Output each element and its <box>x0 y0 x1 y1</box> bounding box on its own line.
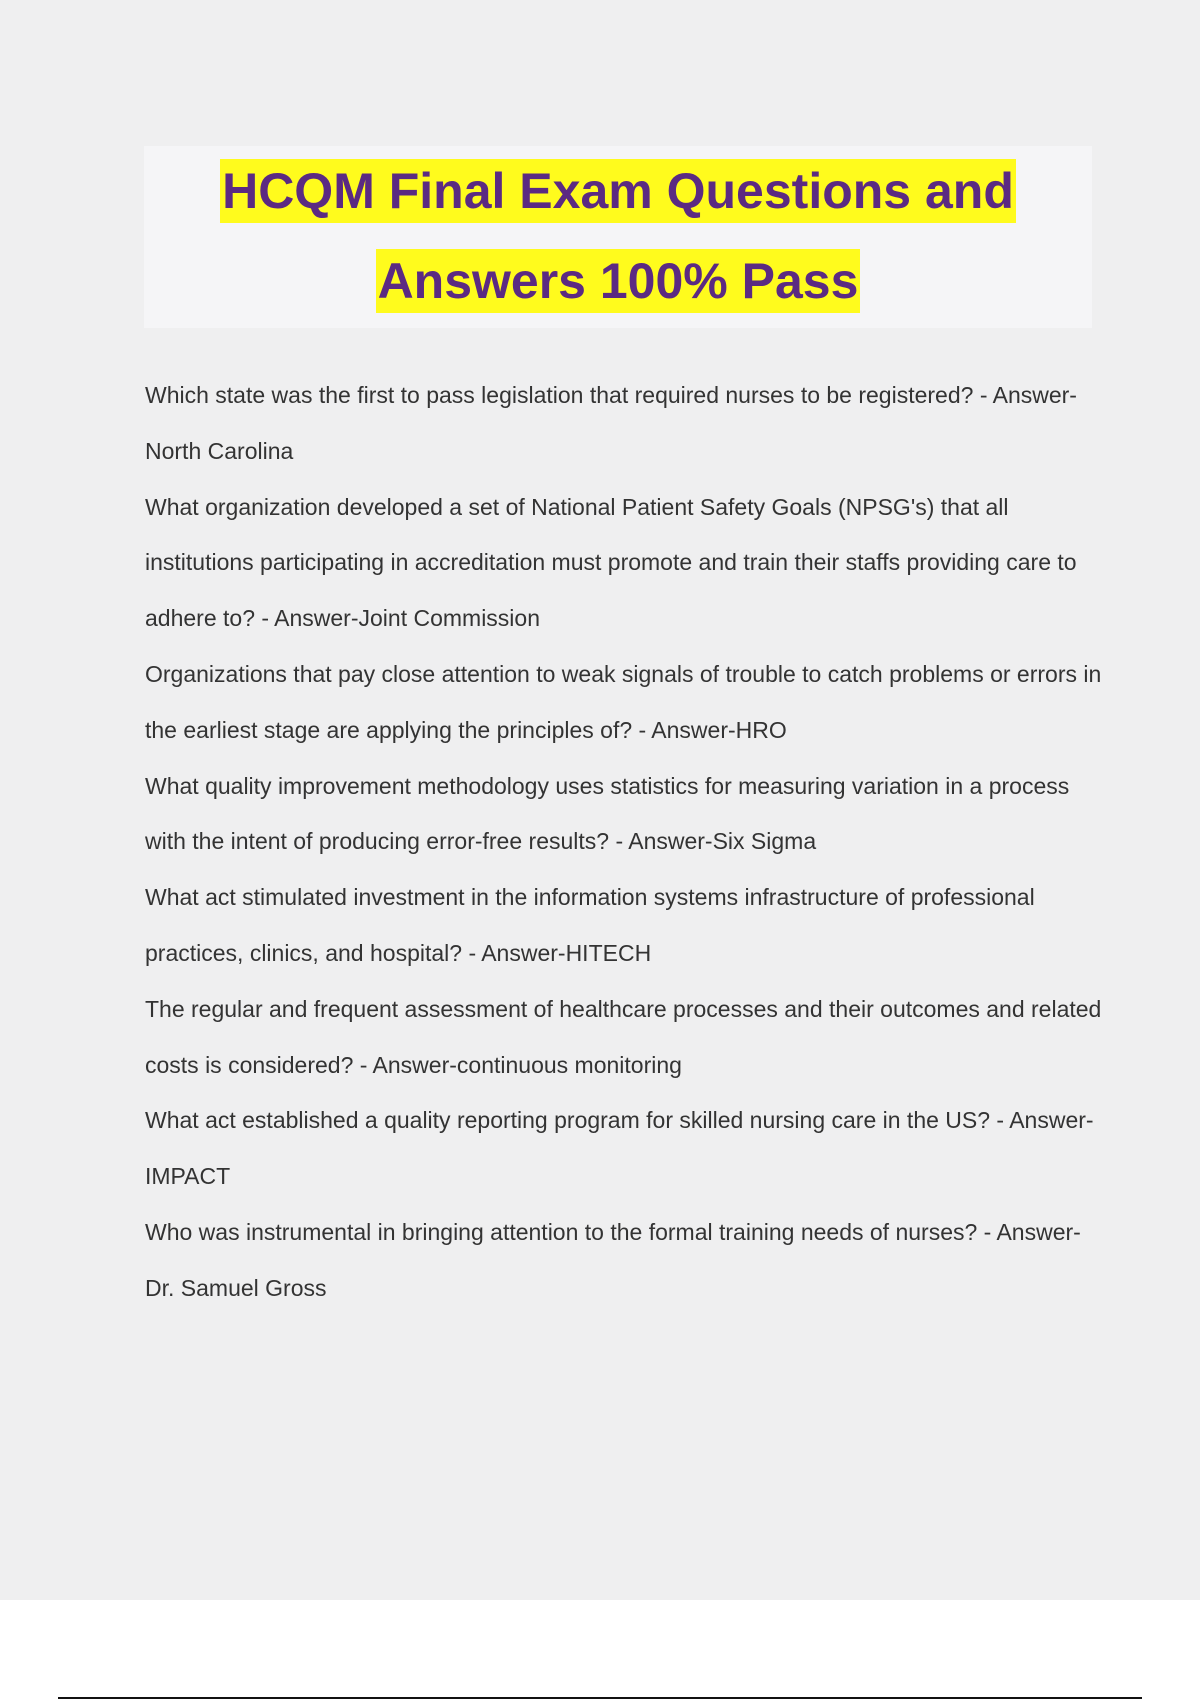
qa-item-8: Who was instrumental in bringing attention to the formal training needs of nurses? - Answer-Dr. Samuel Gross <box>145 1218 1081 1301</box>
qa-item-7: What act established a quality reporting program for skilled nursing care in the US? - Answer-IMPACT <box>145 1107 1094 1190</box>
qa-item-4: What quality improvement methodology uses statistics for measuring variation in a process with the intent of producing error-free results? - Answer-Six Sigma <box>145 772 1070 855</box>
qa-item-6: The regular and frequent assessment of healthcare processes and their outcomes and related costs is considered? - Answer-continuous monitoring <box>145 995 1102 1078</box>
title-line-2 <box>144 236 1092 326</box>
qa-item-3: Organizations that pay close attention to weak signals of trouble to catch problems or errors in the earliest stage are applying the principles of? - Answer-HRO <box>145 660 1102 743</box>
footer-divider <box>58 1697 1142 1699</box>
qa-item-2: What organization developed a set of National Patient Safety Goals (NPSG's) that all institutions participating in accreditation must promote and train their staffs providing care to adhere to? - Answer-Joint Commission <box>145 493 1077 632</box>
qa-item-5: What act stimulated investment in the information systems infrastructure of professional practices, clinics, and hospital? - Answer-HITECH <box>145 884 1035 966</box>
qa-list <box>145 368 1105 1317</box>
title-line-1 <box>144 146 1092 236</box>
title-highlight-1: HCQM Final Exam Questions and <box>220 159 1016 223</box>
qa-item-1: Which state was the first to pass legislation that required nurses to be registered? - Answer-North Carolina <box>145 382 1077 464</box>
page-footer <box>0 1600 1200 1700</box>
title-block <box>144 146 1092 328</box>
title-highlight-2: Answers 100% Pass <box>376 249 861 313</box>
